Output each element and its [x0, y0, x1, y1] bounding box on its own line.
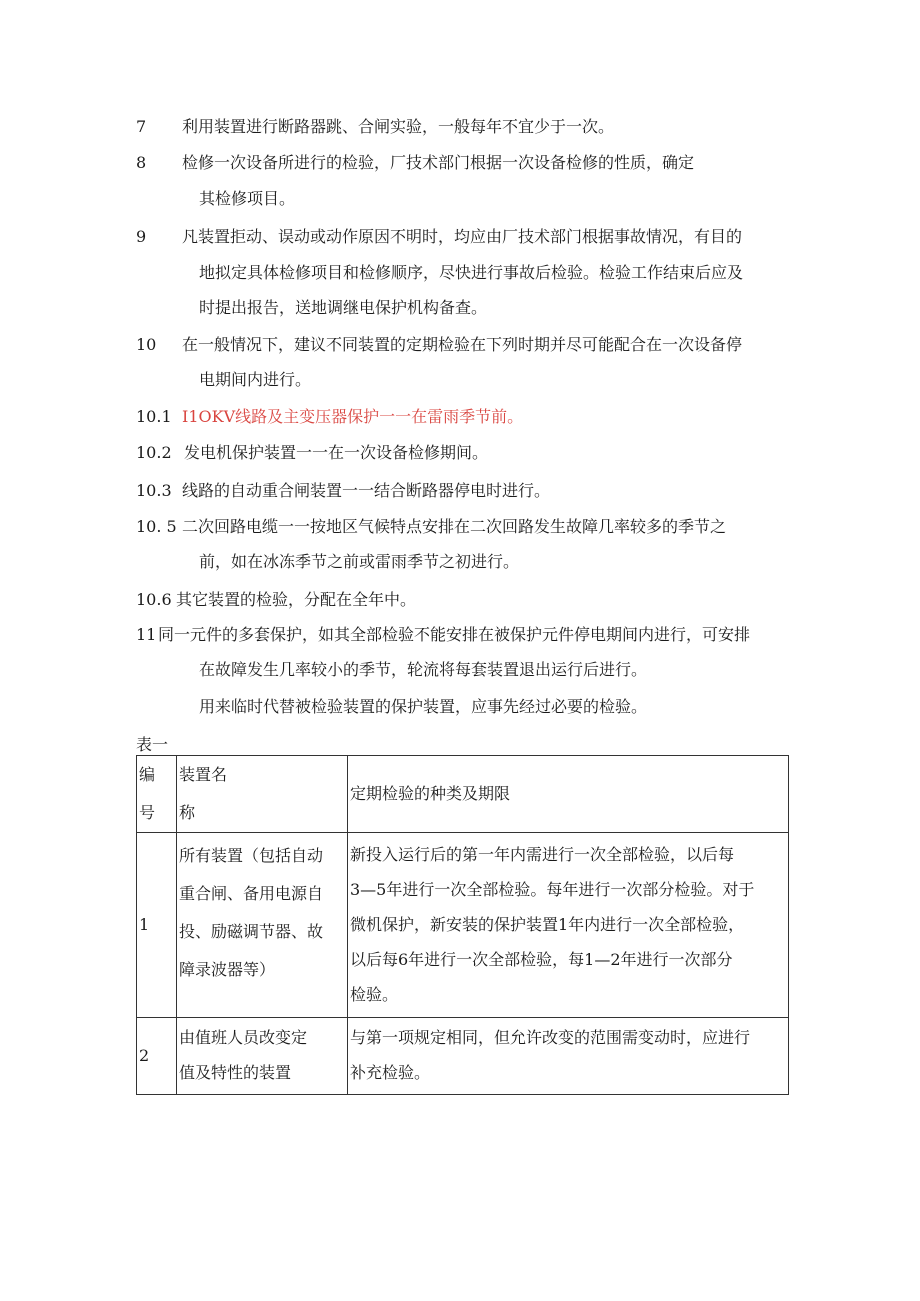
- header-name-line: 装置名: [179, 765, 228, 784]
- row-scope-line: 以后每6年进行一次全部检验，每1—2年进行一次部分: [350, 950, 733, 969]
- item-text: 凡装置拒动、误动或动作原因不明时，均应由厂技术部门根据事故情况，有目的: [182, 227, 743, 246]
- row-name-line: 投、励磁调节器、故: [179, 922, 324, 941]
- row-name-cell: [177, 833, 348, 1018]
- item-text: 发电机保护装置一一在一次设备检修期间。: [184, 443, 489, 462]
- item-number: 10. 5: [136, 517, 177, 536]
- item-text: 同一元件的多套保护，如其全部检验不能安排在被保护元件停电期间内进行，可安排: [158, 625, 751, 644]
- row-scope-line: 与第一项规定相同，但允许改变的范围需变动时，应进行: [350, 1028, 751, 1047]
- item-11-continuation: 用来临时代替被检验装置的保护装置，应事先经过必要的检验。: [199, 697, 648, 716]
- item-9-continuation: 时提出报告，送地调继电保护机构备查。: [199, 298, 488, 317]
- header-num-line: 号: [139, 803, 156, 822]
- item-number: 10: [136, 335, 157, 354]
- item-text-highlighted: I1OKV线路及主变压器保护一一在雷雨季节前。: [182, 407, 524, 426]
- row-name-line: 由值班人员改变定: [179, 1028, 308, 1047]
- item-number: 9: [136, 227, 147, 246]
- table-caption: 表一: [136, 735, 169, 754]
- item-9-continuation: 地拟定具体检修项目和检修顺序，尽快进行事故后检验。检验工作结束后应及: [199, 263, 744, 282]
- item-number: 10.6: [136, 590, 172, 609]
- item-11-continuation: 在故障发生几率较小的季节，轮流将每套装置退出运行后进行。: [199, 660, 648, 679]
- table-row: [137, 1018, 789, 1095]
- header-name-cell: [177, 756, 348, 833]
- item-text: 在一般情况下，建议不同装置的定期检验在下列时期并尽可能配合在一次设备停: [182, 335, 743, 354]
- row-scope-line: 3—5年进行一次全部检验。每年进行一次部分检验。对于: [350, 880, 755, 899]
- item-number: 7: [136, 117, 147, 136]
- item-10-5-continuation: 前，如在冰冻季节之前或雷雨季节之初进行。: [199, 552, 520, 571]
- item-text: 检修一次设备所进行的检验，厂技术部门根据一次设备检修的性质，确定: [182, 153, 695, 172]
- item-number: 8: [136, 153, 147, 172]
- row-name-line: 所有装置（包括自动: [179, 846, 324, 865]
- table-row: [137, 833, 789, 1018]
- row-name-line: 障录波器等）: [179, 960, 276, 979]
- row-scope-line: 补充检验。: [350, 1063, 431, 1082]
- item-10-continuation: 电期间内进行。: [199, 370, 312, 389]
- table-header-row: [137, 756, 789, 833]
- row-scope-line: 检验。: [350, 985, 399, 1004]
- header-name-line: 称: [179, 803, 196, 822]
- header-num-line: 编: [139, 765, 156, 784]
- item-number: 10.3: [136, 481, 172, 500]
- item-number: 10.1: [136, 407, 172, 426]
- row-scope-cell: [348, 833, 789, 1018]
- row-num-cell: 1: [137, 833, 177, 1018]
- row-num-cell: 2: [137, 1018, 177, 1095]
- row-scope-line: 微机保护，新安装的保护装置1年内进行一次全部检验，: [350, 915, 745, 934]
- item-text: 其它装置的检验，分配在全年中。: [176, 590, 417, 609]
- item-text: 线路的自动重合闸装置一一结合断路器停电时进行。: [182, 481, 551, 500]
- inspection-table: [136, 755, 789, 1095]
- header-scope-cell: 定期检验的种类及期限: [348, 756, 789, 833]
- item-text: 利用装置进行断路器跳、合闸实验，一般每年不宜少于一次。: [182, 117, 615, 136]
- item-number: 10.2: [136, 443, 172, 462]
- item-8-continuation: 其检修项目。: [199, 189, 296, 208]
- row-name-line: 重合闸、备用电源自: [179, 884, 324, 903]
- item-text: 二次回路电缆一一按地区气候特点安排在二次回路发生故障几率较多的季节之: [182, 517, 727, 536]
- row-scope-cell: [348, 1018, 789, 1095]
- item-number: 11: [136, 625, 157, 644]
- header-num-cell: [137, 756, 177, 833]
- row-name-line: 值及特性的装置: [179, 1063, 292, 1082]
- row-name-cell: [177, 1018, 348, 1095]
- row-scope-line: 新投入运行后的第一年内需进行一次全部检验，以后每: [350, 845, 735, 864]
